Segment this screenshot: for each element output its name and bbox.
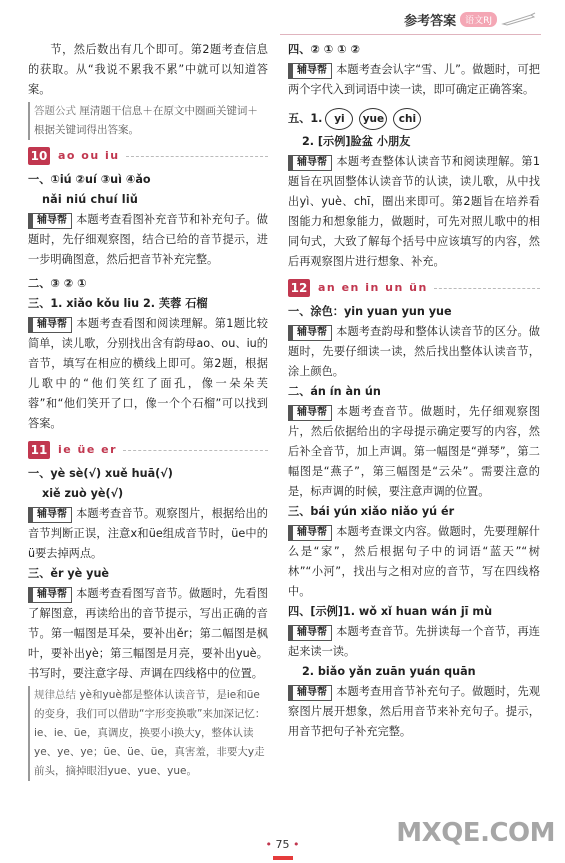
q4-explanation: 辅导帮 本题考查会认字“雪、儿”。做题时，可把两个字代入到词语中读一读，即可确定正确答案。 [288, 63, 540, 96]
section-11-number: 11 [28, 441, 50, 459]
tutor-tag: 辅导帮 [28, 587, 72, 603]
tutor-tag: 辅导帮 [288, 685, 332, 701]
q12-4-2-answer: 2. biǎo yǎn zuān yuán quān [302, 665, 476, 678]
watermark: MXQE.COM [396, 818, 555, 848]
q11-3-answer: 三、ěr yè yuè [28, 567, 109, 580]
section-12-line [434, 288, 540, 289]
tutor-tag: 辅导帮 [288, 405, 332, 421]
q5-2-answer: 2. [示例]脸盆 小朋友 [302, 135, 411, 148]
tutor-tag: 辅导帮 [28, 213, 72, 229]
answer-formula [28, 102, 268, 140]
circled-syllable: chi [393, 108, 421, 130]
q10-1-explanation: 辅导帮 本题考查看图补充音节和补充句子。做题时，先仔细观察图，结合已给的音节提示，进一步明确图意，然后把音节补充完整。 [28, 213, 268, 266]
rule-summary [28, 686, 268, 781]
tutor-tag: 辅导帮 [288, 625, 332, 641]
q11-1-answer-a: 一、yè sè(√) xuě huā(√) [28, 467, 173, 480]
q11-1-answer-b: xiě zuò yè(√) [42, 487, 124, 500]
section-10-line [126, 156, 268, 157]
section-11-rimes: ie üe er [58, 443, 118, 456]
right-column [288, 40, 540, 742]
section-12-header [288, 278, 540, 298]
q10-3-answer: 三、1. xiǎo kǒu liu 2. 芙蓉 石榴 [28, 297, 208, 310]
left-para-1: 节，然后数出有几个即可。第2题考查信息的获取。从“我说不累我不累”中就可以知道答案。 [28, 43, 268, 96]
q12-1-explanation: 辅导帮 本题考查韵母和整体认读音节的区分。做题时，先要仔细读一读，然后找出整体认读音节，涂上颜色。 [288, 325, 540, 378]
tutor-tag: 辅导帮 [288, 525, 332, 541]
tutor-tag: 辅导帮 [288, 63, 332, 79]
tutor-tag: 辅导帮 [28, 507, 72, 523]
q12-4-explanation: 辅导帮 本题考查音节。先拼读每一个音节，再连起来读一读。 [288, 625, 540, 658]
q10-3-explanation: 辅导帮 本题考查看图和阅读理解。第1题比较简单，读儿歌，分别找出含有韵母ao、ou、iu的音节，填写在相应的横线上即可。第2题，根据儿歌中的“他们笑红了面孔，像一朵朵芙蓉”和“他们笑开了口，像一个个石榴”可以找到答案。 [28, 317, 268, 430]
tutor-tag: 辅导帮 [28, 317, 72, 333]
q5-answer: 五、1. yi yue chi [288, 106, 540, 132]
q12-3-explanation: 辅导帮 本题考查课文内容。做题时，先要理解什么是“家”，然后根据句子中的词语“蓝天”“树林”“小河”，找出与之相对应的音节，写在四线格中。 [288, 525, 540, 598]
header-badge: 语文RJ [460, 12, 497, 27]
q10-2-answer: 二、③ ② ① [28, 277, 87, 290]
circled-syllable: yi [325, 108, 353, 130]
formula-text: 厘清题干信息＋在原文中圈画关键词＋根据关键词得出答案。 [34, 105, 258, 136]
q12-1-answer: 一、涂色：yin yuan yun yue [288, 305, 452, 318]
q12-3-answer: 三、bái yún xiǎo niǎo yú ér [288, 505, 455, 518]
red-mark [273, 856, 293, 860]
page-number: • 75 • [265, 838, 300, 851]
q12-2-answer: 二、án ín àn ún [288, 385, 381, 398]
circled-syllable: yue [359, 108, 387, 130]
pencil-icon [501, 12, 537, 26]
tutor-tag: 辅导帮 [288, 325, 332, 341]
q5-explanation: 辅导帮 本题考查整体认读音节和阅读理解。第1题旨在巩固整体认读音节的认读，读儿歌，从中找出yì、yuè、chī，圈出来即可。第2题旨在培养看图能力和想象能力，做题时，可先对照儿歌中的相同句式，大致了解每个括号中应该填写的内容，然后再观察图片进行想象、补充。 [288, 155, 540, 268]
q12-4-2-explanation: 辅导帮 本题考查用音节补充句子。做题时，先观察图片展开想象，然后用音节来补充句子。提示，用音节把句子补充完整。 [288, 685, 540, 738]
formula-label: 答题公式 [34, 105, 76, 117]
q10-1-answer: 一、①iú ②uí ③uì ④ǎo [28, 173, 151, 186]
q4-answer: 四、② ① ① ② [288, 43, 360, 56]
q12-2-explanation: 辅导帮 本题考查音节。做题时，先仔细观察图片，然后依据给出的字母提示确定要写的内容，然后补全音节，加上声调。第一幅图是“弹琴”，第二幅图是“燕子”，第三幅图是“云朵”。需要注意的是，标声调的时候，要注意声调的位置。 [288, 405, 540, 498]
q11-1-explanation: 辅导帮 本题考查音节。观察图片，根据给出的音节判断正误，注意x和üe组成音节时，üe中的ü要去掉两点。 [28, 507, 268, 560]
q12-4-answer: 四、[示例]1. wǒ xǐ huan wán jī mù [288, 605, 493, 618]
left-column [28, 40, 268, 783]
page-header [404, 4, 537, 34]
section-10-number: 10 [28, 147, 50, 165]
section-10-rimes: ao ou iu [58, 149, 120, 162]
header-divider [280, 34, 541, 35]
section-12-rimes: an en in un ün [318, 281, 428, 294]
section-11-header [28, 440, 268, 460]
section-11-line [123, 450, 268, 451]
header-title: 参考答案 [404, 13, 457, 29]
q10-1-pinyin: nǎi niú chuí liǔ [42, 193, 139, 206]
section-10-header [28, 146, 268, 166]
tutor-tag: 辅导帮 [288, 155, 332, 171]
q11-3-explanation: 辅导帮 本题考查看图写音节。做题时，先看图了解图意，再读给出的音节提示，写出正确的音节。第一幅图是耳朵，要补出ěr；第二幅图是枫叶，要补出yè；第三幅图是月亮，要补出yuè。书写时，要注意字母、声调在四线格中的位置。 [28, 587, 268, 680]
summary-label: 规律总结 [34, 689, 76, 701]
summary-text: yè和yuè都是整体认读音节，是ie和üe的变身，我们可以借助“字形变换歌”来加深记忆：ie、ie、üe，真调皮，换要小i换大y，整体认读ye、ye、ye；üe、üe、üe，真害羞，非要大y走前头，摘掉眼泪yue、yue、yue。 [34, 689, 266, 777]
section-12-number: 12 [288, 279, 310, 297]
